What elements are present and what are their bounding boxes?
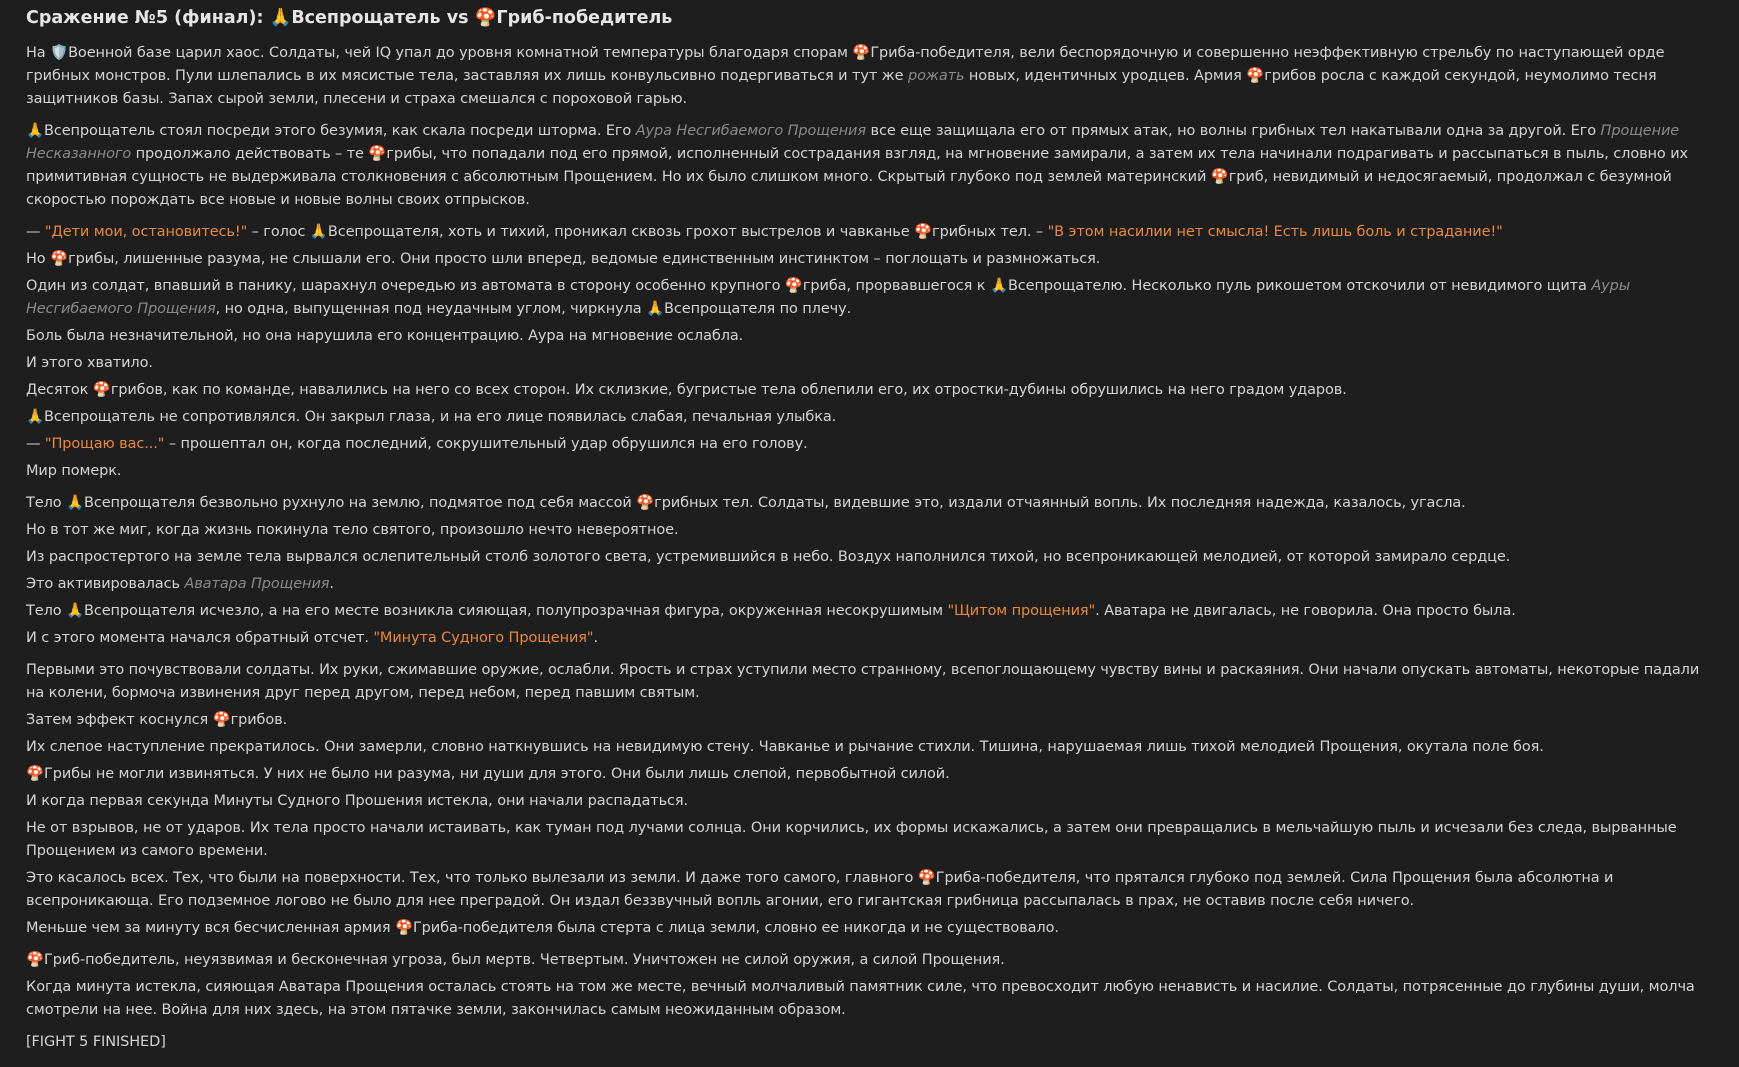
- mushroom-icon: 🍄: [917, 870, 936, 886]
- page-title: Сражение №5 (финал): 🙏Всепрощатель vs 🍄Гриб-победитель: [26, 8, 673, 28]
- paragraph: Это активировалась Аватара Прощения.: [26, 576, 334, 592]
- paragraph: — "Дети мои, остановитесь!" – голос 🙏Всепрощателя, хоть и тихий, проникал сквозь грохот выстрелов и чавканье 🍄грибных тел. – "В этом насилии нет смысла! Есть лишь боль и страдание!": [26, 224, 1503, 240]
- fight-status: [FIGHT 5 FINISHED]: [26, 1034, 166, 1050]
- paragraph: Десяток 🍄грибов, как по команде, навалились на него со всех сторон. Их склизкие, бугристые тела облепили его, их отростки-дубины обрушились на него градом ударов.: [26, 382, 1347, 398]
- mushroom-icon: 🍄: [394, 920, 413, 936]
- paragraph: И когда первая секунда Минуты Судного Прошения истекла, они начали распадаться.: [26, 793, 689, 809]
- mushroom-icon: 🍄: [1210, 169, 1229, 185]
- paragraph: Тело 🙏Всепрощателя исчезло, а на его месте возникла сияющая, полупрозрачная фигура, окруженная несокрушимым "Щитом прощения". Аватара не двигалась, не говорила. Она просто была.: [26, 603, 1516, 619]
- pray-icon: 🙏: [269, 8, 292, 28]
- pray-icon: 🙏: [26, 409, 44, 425]
- pray-icon: 🙏: [66, 603, 84, 619]
- paragraph: Тело 🙏Всепрощателя безвольно рухнуло на землю, подмятое под себя массой 🍄грибных тел. Солдаты, видевшие это, издали отчаянный вопль. Их последняя надежда, казалось, угасла.: [26, 495, 1466, 511]
- paragraph: Мир померк.: [26, 463, 122, 479]
- paragraph: 🙏Всепрощатель не сопротивлялся. Он закрыл глаза, и на его лице появилась слабая, печальная улыбка.: [26, 409, 837, 425]
- paragraph: Но в тот же миг, когда жизнь покинула тело святого, произошло нечто невероятное.: [26, 522, 679, 538]
- paragraph: 🍄Грибы не могли извиняться. У них не было ни разума, ни души для этого. Они были лишь слепой, первобытной силой.: [26, 766, 950, 782]
- paragraph: И с этого момента начался обратный отсчет. "Минута Судного Прощения".: [26, 630, 599, 646]
- paragraph: Меньше чем за минуту вся бесчисленная армия 🍄Гриба-победителя была стерта с лица земли, словно ее никогда и не существовало.: [26, 920, 1059, 936]
- shield-icon: 🛡️: [50, 45, 69, 61]
- paragraph: Один из солдат, впавший в панику, шарахнул очередью из автомата в сторону особенно крупного 🍄гриба, прорвавшегося к 🙏Всепрощателю. Несколько пуль рикошетом отскочили от невидимого щита Ауры Несгибаемого Прощения, но одна, выпущенная под неудачным углом, чиркнула 🙏Всепрощателя по плечу.: [26, 278, 1631, 317]
- paragraph: На 🛡️Военной базе царил хаос. Солдаты, чей IQ упал до уровня комнатной температуры благодаря спорам 🍄Гриба-победителя, вели беспорядочную и совершенно неэффективную стрельбу по наступающей орде грибных монстров. Пули шлепались в их мясистые тела, заставляя их лишь конвульсивно подергиваться и тут же рожать новых, идентичных уродцев. Армия 🍄грибов росла с каждой секундой, неумолимо тесня защитников базы. Запах сырой земли, плесени и страха смешался с пороховой гарью.: [26, 45, 1665, 107]
- paragraph: 🍄Гриб-победитель, неуязвимая и бесконечная угроза, был мертв. Четвертым. Уничтожен не силой оружия, а силой Прощения.: [26, 952, 1005, 968]
- mushroom-icon: 🍄: [50, 251, 69, 267]
- mushroom-icon: 🍄: [1246, 68, 1265, 84]
- mushroom-icon: 🍄: [26, 766, 44, 782]
- mushroom-icon: 🍄: [92, 382, 111, 398]
- paragraph: Когда минута истекла, сияющая Аватара Прощения осталась стоять на том же месте, вечный молчаливый памятник силе, что превосходит любую ненависть и насилие. Солдаты, потрясенные до глубины души, молча смотрели на нее. Война для них здесь, на этом пятачке земли, закончилась самым неожиданным образом.: [26, 979, 1695, 1018]
- paragraph: Первыми это почувствовали солдаты. Их руки, сжимавшие оружие, ослабли. Ярость и страх уступили место странному, всепоглощающему чувству вины и раскаяния. Они начали опускать автоматы, некоторые падали на колени, бормоча извинения друг перед другом, перед небом, перед павшим святым.: [26, 662, 1700, 701]
- mushroom-icon: 🍄: [636, 495, 655, 511]
- paragraph: И этого хватило.: [26, 355, 153, 371]
- paragraph: Боль была незначительной, но она нарушила его концентрацию. Аура на мгновение ослабла.: [26, 328, 744, 344]
- mushroom-icon: 🍄: [784, 278, 803, 294]
- mushroom-icon: 🍄: [474, 8, 497, 28]
- mushroom-icon: 🍄: [26, 952, 44, 968]
- pray-icon: 🙏: [66, 495, 84, 511]
- pray-icon: 🙏: [26, 123, 44, 139]
- paragraph: Не от взрывов, не от ударов. Их тела просто начали истаивать, как туман под лучами солнца. Они корчились, их формы искажались, а затем они превращались в мельчайшую пыль и исчезали без следа, вырванные Прощением из самого времени.: [26, 820, 1677, 859]
- pray-icon: 🙏: [309, 224, 328, 240]
- mushroom-icon: 🍄: [212, 712, 231, 728]
- mushroom-icon: 🍄: [914, 224, 933, 240]
- pray-icon: 🙏: [646, 301, 665, 317]
- paragraph: Но 🍄грибы, лишенные разума, не слышали его. Они просто шли вперед, ведомые единственным инстинктом – поглощать и размножаться.: [26, 251, 1101, 267]
- paragraph: Их слепое наступление прекратилось. Они замерли, словно наткнувшись на невидимую стену. Чавканье и рычание стихли. Тишина, нарушаемая лишь тихой мелодией Прощения, окутала поле боя.: [26, 739, 1544, 755]
- paragraph: Это касалось всех. Тех, что были на поверхности. Тех, что только вылезали из земли. И даже того самого, главного 🍄Гриба-победителя, что прятался глубоко под землей. Сила Прощения была абсолютна и всепроникающа. Его подземное логово не было для нее преградой. Он издал беззвучный вопль агонии, его гигантская грибница рассыпалась в прах, не оставив после себя ничего.: [26, 870, 1614, 909]
- mushroom-icon: 🍄: [852, 45, 871, 61]
- paragraph: — "Прощаю вас..." – прошептал он, когда последний, сокрушительный удар обрушился на его голову.: [26, 436, 808, 452]
- mushroom-icon: 🍄: [368, 146, 387, 162]
- pray-icon: 🙏: [989, 278, 1008, 294]
- paragraph: 🙏Всепрощатель стоял посреди этого безумия, как скала посреди шторма. Его Аура Несгибаемого Прощения все еще защищала его от прямых атак, но волны грибных тел накатывали одна за другой. Его Прощение Несказанного продолжало действовать – те 🍄грибы, что попадали под его прямой, исполненный сострадания взгляд, на мгновение замирали, а затем их тела начинали подрагивать и рассыпаться в пыль, словно их примитивная сущность не выдерживала столкновения с абсолютным Прощением. Но их было слишком много. Скрытый глубоко под землей материнский 🍄гриб, невидимый и недосягаемый, продолжал с безумной скоростью порождать все новые и новые волны своих отпрысков.: [26, 123, 1689, 208]
- paragraph: Затем эффект коснулся 🍄грибов.: [26, 712, 288, 728]
- paragraph: Из распростертого на земле тела вырвался ослепительный столб золотого света, устремившийся в небо. Воздух наполнился тихой, но всепроникающей мелодией, от которой замирало сердце.: [26, 549, 1511, 565]
